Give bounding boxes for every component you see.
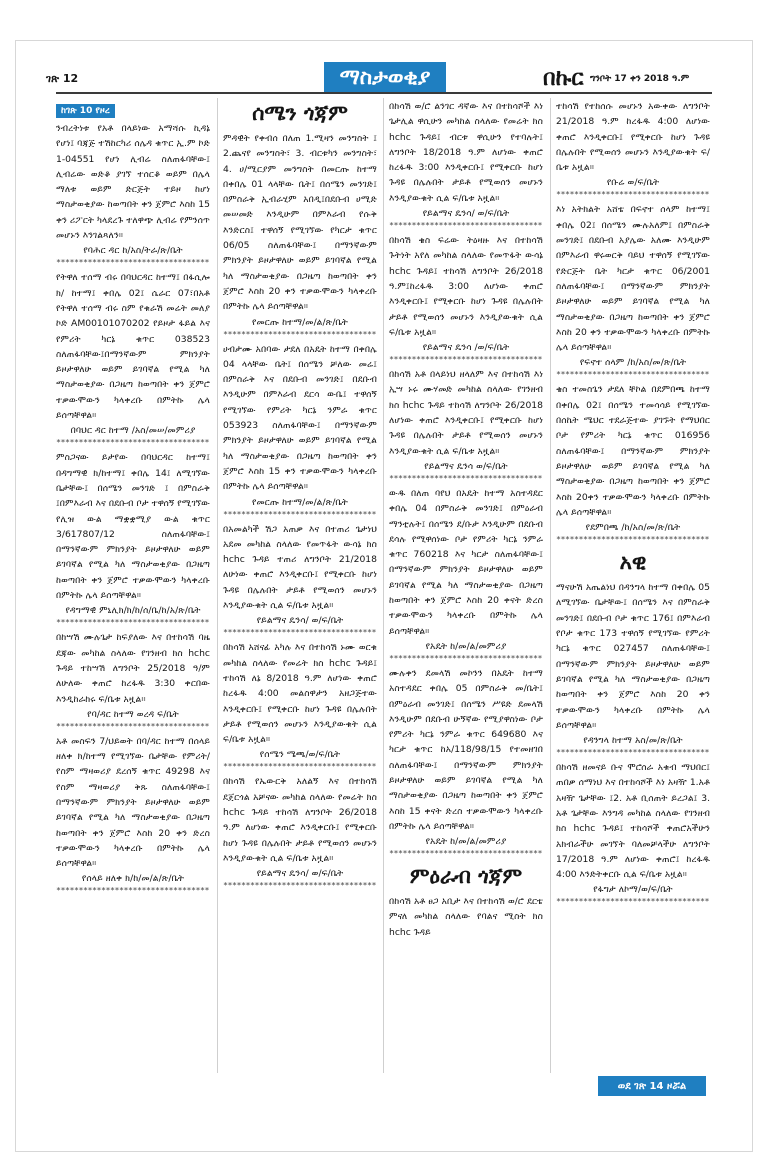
notice-text: በከሳሽ የኤውርቅ አለልኝ እና በተከሳሽ ደጀርጎል አቻናው መካከል ስላለው የመሬት ክስ hchc ጉዳይ ተከሳሽ ለግንቦት 26/2018 ዓ.ም ለሆነው ቀጠሮ እንዲቀርቡ፤ የሚቀርቡ ከሆነ ጉዳዩ በሌሉበት ታይቶ የሚወሰን መሆኑን እንዲያውቁት ሲል ፍ/ቤቱ አዟል። (223, 776, 377, 864)
notice-text: በከሣሽ ሙሉጌታ ከፍያለው እና በተከሳሽ ባዜ ደጃው መካከል ስላለው የገንዘብ ክስ hchc ጉዳይ ተከሣሽ ለግንቦት 25/2018 ዓ/ም ለሁለው ቀጠሮ ከረፋዱ 3:30 ቀርበው እንዲከራከሩ ፍ/ቤቱ አዟል። (56, 632, 210, 705)
notice (223, 640, 377, 772)
divider-stars: ********************************** (556, 535, 710, 545)
column-divider (550, 98, 551, 1073)
divider-stars: ********************************** (556, 748, 710, 758)
notice-text: ተከሳሽ የተከሰሱ መሆኑን አውቀው ለግንቦት 21/2018 ዓ.ም ከረፋዱ 4:00 ለሆነው ቀጠሮ እንዲቀርቡ፤ የሚቀርቡ ከሆነ ጉዳዩ በሌሉበት የሚወሰን መሆኑን እንዲያውቁት ፍ/ቤቱ አዟል። (556, 101, 710, 174)
divider-stars: ********************************** (389, 355, 543, 365)
notice (223, 131, 377, 340)
header-rule (56, 92, 712, 94)
divider-stars: ********************************** (56, 721, 210, 731)
notice (556, 202, 710, 380)
page-number: ገጽ 12 (46, 72, 79, 85)
issue-date: ግንቦት 17 ቀን 2018 ዓ.ም (590, 74, 690, 84)
newspaper-name: በኩር (543, 66, 584, 91)
column-4 (556, 98, 710, 1073)
notice (56, 734, 210, 897)
notice-signature: የባ/ዳር ከተማ ወረዳ ፍ/ቤት (87, 708, 179, 720)
divider-stars: ********************************** (223, 881, 377, 891)
region-heading: ሰሜን ጎጃም (252, 101, 348, 125)
column-3 (389, 98, 543, 1073)
divider-stars: ********************************** (223, 329, 377, 339)
notice (56, 121, 210, 268)
divider-stars: ********************************** (389, 849, 543, 859)
divider-stars: ********************************** (56, 438, 210, 448)
divider-stars: ********************************** (389, 653, 543, 663)
notice-text: በከሳሽ አቶ በላይነህ ዘላለም እና በተከሳሽ እነ ኢሣ ኑሩ ሙሃመድ መካከል ስላለው የገንዘብ ክስ hchc ጉዳይ ተከሳሽ ለግንቦት 26/2018 ለሆነው ቀጠሮ እንዲቀርቡ፤ የሚቀርቡ ከሆነ ጉዳዩ በሌሉበት ታይቶ የሚወሰን መሆኑን እንዲያውቁት ሲል ፍ/ቤቱ አዟል። (389, 369, 543, 457)
continued-on-page-label: ወደ ገጽ 14 ዞሯል (598, 1076, 706, 1096)
notice (389, 367, 543, 484)
notice-signature: የይልማና ዴንሳ/ ወ/ፍ/ቤት (256, 615, 344, 627)
region-heading: ምዕራብ ጎጃም (409, 864, 523, 889)
notice-signature: የይልማና ዴንሳ ወ/ፍ/ቤት (424, 460, 508, 472)
notice (389, 486, 543, 664)
notice-text: የትዋለ ተሰማ ብሩ በባህርዳር ከተማ፤ በፋሲሎ ክ/ ከተማ፤ ቀበሌ 02፤ ሴራር 07፣በአቶ የትዋለ ተሰማ ብሩ ስም የቁራሽ መሬት መለያ ኮድ AM00101070202 የይዞታ ፋይል እና የምሪት ካርኔ ቁጥር 038523 ስለጠፋባቸው፤በማንኛውም ምክንያት ይዞታዋለሁ ወይም ይገባኛል የሚል ካለ ማስታወቂያው በጋዜጣ ከወጣበት ቀን ጀምሮ ተቃውሞውን ካላቀረቡ በምትኩ ሌላ ይሰጣቸዋል። (56, 272, 210, 422)
notice-signature: የይልማና ዴንሳ/ ወ/ፍ/ቤት (256, 868, 344, 880)
divider-stars: ********************************** (223, 509, 377, 519)
notice-text: ሀብታሙ አበባው ታደለ በአዴት ከተማ በቀበሌ 04 ላላቸው ቤት፤ በሰሜን ቻለው መሬ፤ በምስራቅ እና በደቡብ መንገድ፤ በደቡብ እንዲሁም በምእራብ ደርሳ ውቤ፤ ተዋሰኝ የሚገኘው የምሪት ካርኔ ንምራ ቁጥር 053923 ስለጠፋባቸው፤ በማንኛውም ምክንያት ይዞታዋለሁ ወይም ይገባኛል የሚል ካለ ማስታወቂያው በጋዜጣ ከወጣበት ቀን ጀምሮ እስከ 15 ቀን ተቃውሞውን ካላቀረቡ በምትኩ ሌላ ይሰጣቸዋል። (223, 343, 377, 493)
divider-stars: ********************************** (56, 886, 210, 896)
notice-signature: የቡሬ ወ/ፍ/ቤት (606, 177, 660, 189)
notice-text: ንብረትነቱ የአቶ በላይነው አማሻሱ ኪዳኔ የሆነ፤ ባጃጅ ተሽከርካሪ ሰሌዳ ቁጥር ኢ.ም ኮድ 1-04551 የሆነ ሊብሬ ስለጠፋባቸው፤ ሊብሬው ወድቆ ያገኘ ተሰርቆ ወይም በሌላ ማለቱ ወይም ድርጅት ተይዞ ከሆነ ማስታወቂያው ከወጣበት ቀን ጀምሮ እስከ 15 ቀን ሪፖርት ካላደረጉ ተለዋጭ ሊብሬ የምንሰጥ መሆኑን እንገልጻለን። (56, 123, 210, 242)
notice-signature: የፋግታ ለኮማ/ወ/ፍ/ቤት (593, 884, 673, 896)
notice-text: ቄስ ተመስጌን ታደለ ቸኮል በደምበጫ ከተማ በቀበሌ 02፤ በሰሜን ተመሳሳይ የሚገኘው በሰኬት ሜህር ተደራጅተው ያገኙት የማህበር ቦታ የምሪት ካርኔ ቁጥር 016956 ስለጠፋባቸው፤ በማንኛውም ምክንያት ይዞታዋለሁ ወይም ይገባኛል የሚል ካለ ማስታወቂያው በጋዜጣ ከወጣበት ቀን ጀምሮ እስከ 20ቀን ተቃውሞውን ካላቀረቡ በምትኩ ሌላ ይሰጣቸዋል። (556, 384, 710, 518)
notice-signature: የሰላይ ዘለቀ ክ/ከ/መ/ል/ጽ/ቤት (81, 873, 185, 885)
notice-signature: የይልማና ዴንሳ/ ወ/ፍ/ቤት (422, 208, 510, 220)
divider-stars: ********************************** (56, 258, 210, 268)
notice-text: በከሳሽ ቄስ ፍሬው ትዕዛዙ እና በተከሳሽ ጉትነት አየለ መካከል ስላለው የመጥፋት ውሳኔ hchc ጉዳይ፤ ተከሳሽ ለግንቦት 26/2018 ዓ.ም፤ከረፋዱ 3:00 ለሆነው ቀጠሮ እንዲቀርቡ፤ የሚቀርቡ ከሆነ ጉዳዩ በሌሉበት ታይቶ የሚወሰን መሆኑን እንዲያውቁት ሲል ፍ/ቤቱ አዟል። (389, 235, 543, 338)
region-heading: አዊ (619, 550, 647, 575)
notice-signature: የመርጡ ከተማ/መ/ል/ጽ/ቤት (252, 316, 348, 328)
divider-stars: ********************************** (556, 190, 710, 200)
notice-signature: የባሕር ዳር ከ/አስ/ትራ/ጽ/ቤት (83, 245, 183, 257)
divider-stars: ********************************** (223, 762, 377, 772)
notice-text: ሙሉቀን ደመላሽ መኮንን በአዴት ከተማ አስተዳደር ቀበሌ 05 በምስራቅ መ/ቤት፤ በምዕራብ መንገድ፤ በሰሜን ሥዩድ ደመላሽ እንዲሁም በደቡብ ሁኝኛው የሚያዋስነው ቦታ የምሪት ካርኔ ንምራ ቁጥር 649680 እና ካርታ ቁጥር ከአ/118/98/15 የተመዘገበ ስለጠፋባቸው፤ በማንኛውም ምክንያት ይዞታዋለሁ ወይም ይገባኛል የሚል ካለ ማስታወቂያው በጋዜጣ ከወጣበት ቀን ጀምሮ እስከ 15 ቀናት ድረስ ተቃውሞውን ካላቀረቡ በምትኩ ሌላ ይሰጣቸዋል። (389, 667, 543, 832)
notice (223, 774, 377, 891)
notice-signature: በባህር ዳር ከተማ /አስ/መሠ/መምሪያ (70, 425, 196, 437)
notice-signature: የሰሜን ሜጫ/ወ/ፍ/ቤት (259, 749, 341, 761)
notice (56, 270, 210, 448)
notice-signature: የመርጡ ከተማ/መ/ል/ጽ/ቤት (252, 496, 348, 508)
divider-stars: ********************************** (56, 618, 210, 628)
notice (556, 580, 710, 758)
notice-text: ውዱ በለጠ ባየህ በአዴት ከተማ አስተዳደር ቀበሌ 04 በምስራቅ መንገድ፤ በምዕራብ ማንቲሉት፤ በሰሜን ደ/ቡታ እንዲሁም በደቡብ ደሳሉ የሚዋሰነው ቦታ የምሪት ካርኔ ንምራ ቁጥር 760218 እና ካርታ ስለጠፋባቸው፤ በማንኛውም ምክንያት ይዞታዋለሁ ወይም ይገባኛል የሚል ካለ ማስታወቂያው በጋዜጣ ከወጣበት ቀን ጀምሮ እስከ 20 ቀናት ድረስ ተቃውሞውን ካላቀረቡ በምትኩ ሌላ ይሰጣቸዋል። (389, 487, 543, 637)
notice (556, 760, 710, 907)
notice-text: አቶ መስፍን 7/ህይወት በባ/ዳር ከተማ በሰላይ ዘለቀ ክ/ከተማ የሚገኘው ቤታቸው የምሪት/የስም ማዛወሪያ ደረሰኝ ቁጥር 49298 እና የስም ማዛወሪያ ቅጹ ስለጠፋባቸው፤ በማንኛውም ምክንያት ይዞታዋለሁ ወይም ይገባኛል የሚል ካለ ማስታወቂያው በጋዜጣ ከወጣበት ቀን ጀምሮ እስከ 20 ቀን ድረስ ተቃውሞውን ካላቀረቡ በምትኩ ሌላ ይሰጣቸዋል። (56, 735, 210, 870)
column-1 (56, 98, 210, 1073)
notice (56, 630, 210, 731)
notice (389, 99, 543, 231)
section-banner: ማስታወቂያ (324, 62, 446, 92)
notice-signature: የፍኖተ ሰላም /ከ/አስ/መ/ጽ/ቤት (579, 357, 687, 369)
notice (56, 450, 210, 628)
notice-text: እነ አትክልት አሸቴ በፍኖተ ሰላም ከተማ፤ ቀበሌ 02፤ በሰሜን ሙሉአለም፤ በምስራቅ መንገድ፤ በደቡብ አያሌው አለሙ እንዲሁም በምእራብ ዋሩወርቅ ባይህ ተዋሰኝ የሚገኘው የድርጅት ቤት ካርታ ቁጥር 06/2001 ስለጠፋባቸው፤ በማንኛውም ምክንያት ይዞታዋለሁ ወይም ይገባኛል የሚል ካለ ማስታወቂያው በጋዜጣ ከወጣበት ቀን ጀምሮ እስከ 20 ቀን ተቃውሞውን ካላቀረቡ በምትኩ ሌላ ይሰጣቸዋል። (556, 204, 710, 354)
column-divider (383, 98, 384, 1073)
divider-stars: ********************************** (389, 473, 543, 483)
notice-signature: የዳግማዊ ምኒሊክ/ክ/ከ/ሰ/ቤ/ከ/አ/ጽ/ቤት (65, 605, 201, 617)
column-divider (217, 98, 218, 1073)
notice-signature: የአዴት ከ/መ/ል/መምሪያ (425, 640, 507, 652)
notice (389, 666, 543, 859)
divider-stars: ********************************** (556, 897, 710, 907)
notice (556, 99, 710, 200)
notice-signature: የዳንግላ ከተማ አስ/መ/ጽ/ቤት (583, 735, 683, 747)
divider-stars: ********************************** (556, 370, 710, 380)
notice-text: ማናሁሽ አጤልነህ በዳንግላ ከተማ በቀበሌ 05 ለሚገኘው ቤታቸው፤ በሰሜን እና በምስራቅ መንገድ፤ በደቡብ ቦታ ቁጥር 176፤ በምእራብ የቦታ ቁጥር 173 ተዋሰኝ የሚገኘው የምሪት ካርኔ ቁጥር 027457 ስለጠፋባቸው፤ በማንኛውም ምክንያት ይዞታዋለሁ ወይም ይገባኛል የሚል ካለ ማስታወቂያው በጋዜጣ ከወጣበት ቀን ጀምሮ እስከ 20 ቀን ተቃውሞውን ካላቀረቡ በምትኩ ሌላ ይሰጣቸዋል። (556, 582, 710, 731)
notice-text: ምስጋናው ይታየው በባህርዳር ከተማ፤ በዳግማዊ ክ/ከተማ፤ ቀበሌ 14፤ ለሚገኘው ቤታቸው፤ በሰሜን መንገድ ፤ በምስራቅ ፤በምእራብ እና በደቡብ ቦታ ተዋሰኝ የሚገኘው የሊዝ ውል ማቋቋሚያ ውል ቁጥር 3/617807/12 ስለጠፋባቸው፤ በማንኛውም ምክንያት ይዞታዋለሁ ወይም ይገባኛል የሚል ካለ ማስታወቂያው በጋዜጣ ከወጣበት ቀን ጀምሮ ተቃውሞውን ካላቀረቡ በምትኩ ሌላ ይሰጣቸዋል። (56, 452, 210, 602)
notice-text: በከሳሽ አቶ ፀጋ አቢታ እና በተከሳሽ ወ/ሮ ደርቴ ምናለ መካከል ስላለው የባልና ሚስት ክስ hchc ጉዳይ (389, 896, 543, 938)
notice (223, 522, 377, 639)
notice (389, 233, 543, 365)
notice-text: በከሳሽ ወ/ሮ ልንገር ዳኛው እና በተከሳሾች እነ ጌታሊል ዋሲሁን መካከል ስላለው የመሬት ክስ hchc ጉዳይ፤ ብርቱ ዋሲሁን የተባሉት፤ ለግንቦት 18/2018 ዓ.ም ለሆነው ቀጠሮ ከረፋዱ 3:00 እንዲቀርቡ፤ የሚቀርቡ ከሆነ ጉዳዩ በሌሉበት ታይቶ የሚወሰን መሆኑን እንዲያውቁት ሲል ፍ/ቤቱ አዟል። (389, 101, 543, 204)
notice-text: ምዳዊት የቀብሰ በለጠ 1.ሚዛን መንግስት ፤ 2.ጨናየ መንግስት፣ 3. ብርቱካን መንግስት፣ 4. ሀ/ሚርያም መንግስት በመርጡ ከተማ በቀበሌ 01 ላላቸው ቤት፤ በሰሜን መንገድ፤ በምስራቅ ኢብራሂም አበዲ፤በደቡብ ሀሚድ መሠመድ እንዲሁም በምእራብ የሱቅ እንድርስ፤ ተዋሰኝ የሚገኘው የካርታ ቁጥር 06/05 ስለጠፋባቸው፤ በማንኛውም ምክንያት ይዞታዋለሁ ወይም ይገባኛል የሚል ካለ ማስታወቂያው በጋዜጣ ከወጣበት ቀን ጀምሮ እስከ 20 ቀን ተቃውሞውን ካላቀረቡ በምትኩ ሌላ ይሰጣቸዋል። (223, 133, 377, 313)
column-2 (223, 98, 377, 1073)
notice (223, 342, 377, 520)
divider-stars: ********************************** (389, 221, 543, 231)
notice-signature: የአዴት ከ/መ/ል/መምሪያ (425, 836, 507, 848)
divider-stars: ********************************** (223, 628, 377, 638)
notice-signature: የደምበጫ /ከ/አስ/መ/ጽ/ቤት (585, 522, 681, 534)
notice-signature: የይልማና ዴንሳ /ወ/ፍ/ቤት (422, 342, 510, 354)
notice-text: በከሳሽ ዘመናይ ቡና ሞሮሰራ አቁብ ማህበር፤ ጠበቃ ሰማነህ እና በተከሳሾች እነ አዛዥ 1.አቶ አዛዥ ጌታቸው ፤2. አቶ ቢሰጠት ይረጋል፤ 3. አቶ ጌታቸው እንግዳ መካከል ስላለው የገንዘብ ክስ hchc ጉዳይ፤ ተከሳሾች ቀጠሮአችሁን አክብራችሁ መገኘት ባለመቻላችሁ ለግንቦት 17/2018 ዓ.ም ለሆነው ቀጠሮ፤ ከረፋዱ 4:00 እንድትቀርቡ ሲል ፍ/ቤቱ አዟል። (556, 762, 710, 881)
notice-text: በአመልካች ሽጋ አጠቃ እና በተጠሪ ጌታነህ አደመ መካከል ስላለው የመጥፋት ውሳኔ ክስ hchc ጉዳይ ተጠሪ ለግንቦት 21/2018 ለሁነው ቀጠሮ እንዲቀርቡ፤ የሚቀርቡ ከሆነ ጉዳዩ በሌሉበት ታይቶ የሚወሰን መሆኑን እንዲያውቁት ሲል ፍ/ቤቱ አዟል። (223, 523, 377, 612)
continued-from-tag: ከገጽ 10 የዞረ (56, 104, 115, 118)
notice (389, 894, 543, 940)
notice-text: በከሳሽ አሸናፊ አካሉ እና በተከሳሽ ኑሙ ወርቁ መካከል ስላለው የመሬት ክስ hchc ጉዳይ፤ ተከሳሽ ለኔ 8/2018 ዓ.ም ለሆነው ቀጠሮ ከረፋዱ 4:00 መልስዋታን አዘጋጅተው እንዲቀርቡ፤ የሚቀርቡ ከሆነ ጉዳዩ በሌሉበት ታይቶ የሚወሰን መሆኑን እንዲያውቁት ሲል ፍ/ቤቱ አዟል። (223, 642, 377, 746)
notice (556, 382, 710, 545)
